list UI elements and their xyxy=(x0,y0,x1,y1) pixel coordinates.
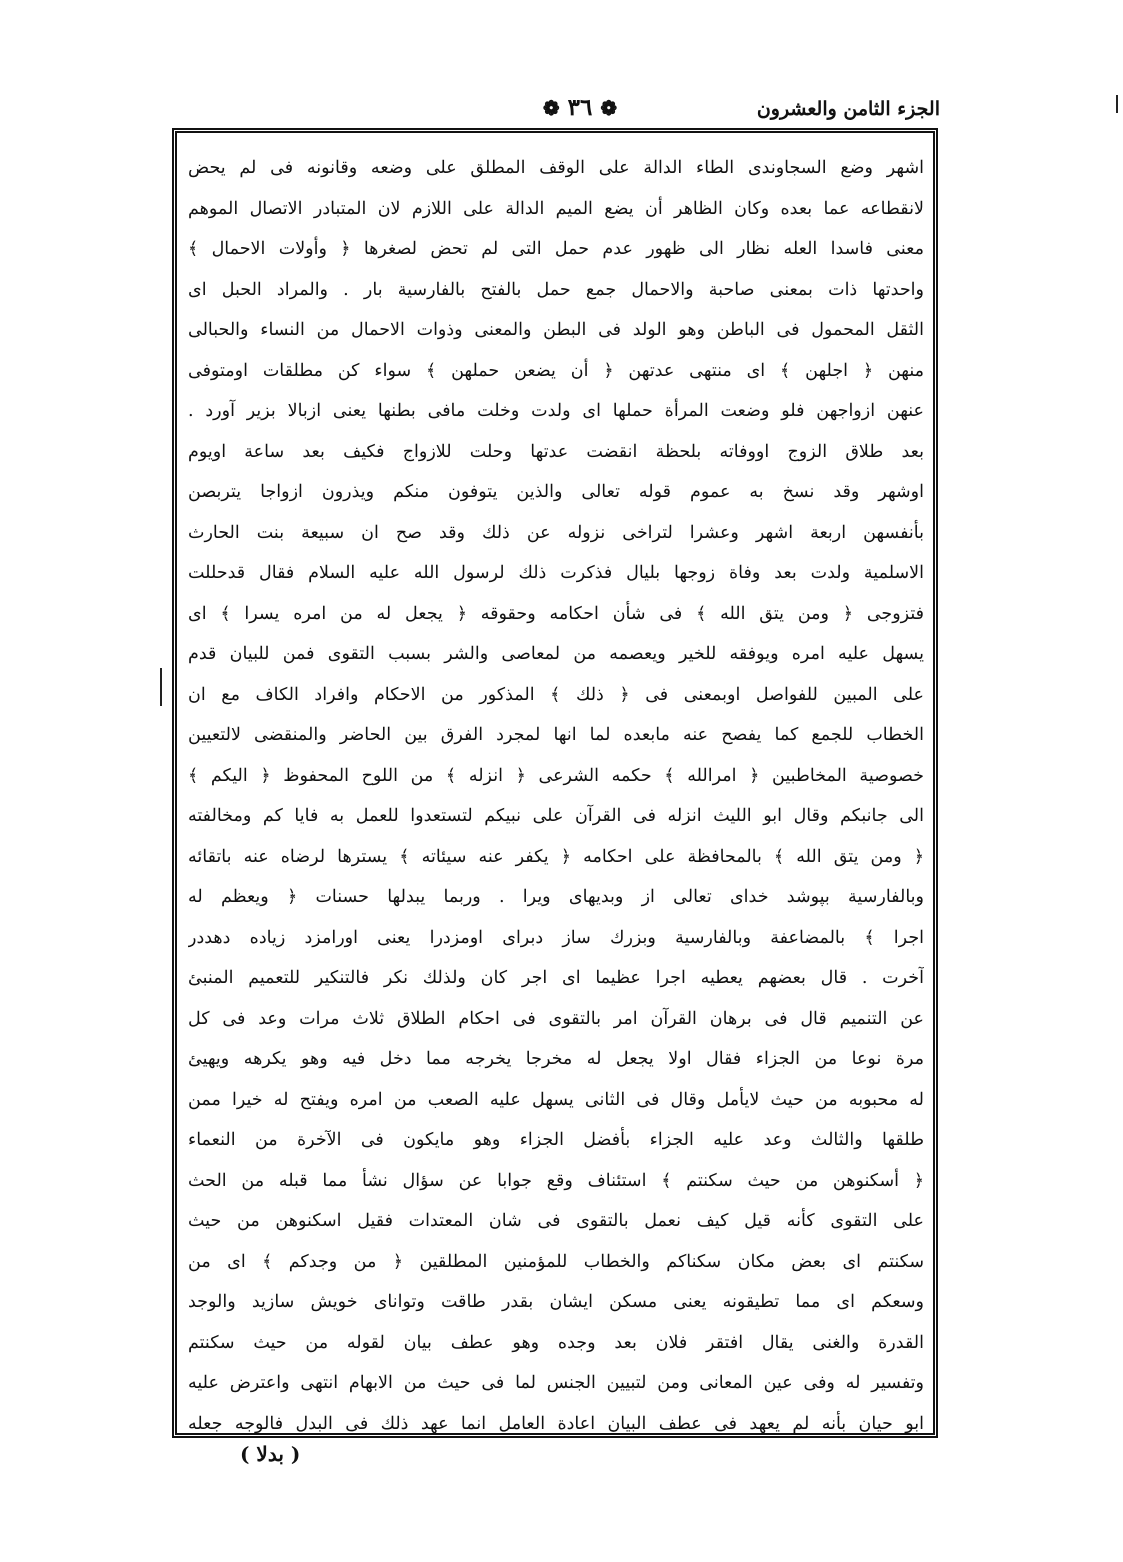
text-line: القدرة والغنى يقال افتقر فلان بعد وجده وهو عطف بيان لقوله من حيث سكنتم xyxy=(188,1332,924,1353)
ornament-left-icon: ❁ xyxy=(542,96,560,120)
text-line: اجرا ﴾ بالمضاعفة وبالفارسية وبزرك ساز دبراى اومزدرا يعنى اورامزد زياده دهددر xyxy=(188,927,924,948)
text-line: الثقل المحمول فى الباطن وهو الولد فى البطن والمعنى وذوات الاحمال من النساء والحبالى xyxy=(188,320,924,340)
text-line: وبالفارسية بپوشد خداى تعالى از وبديهاى ويرا . وربما يبدلها حسنات ﴿ ويعظم له xyxy=(188,887,924,907)
text-line: له محبوبه من حيث لايأمل وقال فى الثانى يسهل عليه الصعب من امره ويفتح له خيرا ممن xyxy=(188,1089,924,1110)
text-line: خصوصية المخاطبين ﴿ امرالله ﴾ حكمه الشرعى ﴿ انزله ﴾ من اللوح المحفوظ ﴿ اليكم ﴾ xyxy=(188,765,924,786)
text-line: لانقطاعه عما بعده وكان الظاهر أن يضع الميم الدالة على اللازم لان المتبادر الاتصال الموهم xyxy=(188,198,924,219)
text-line: على التقوى كأنه قيل كيف نعمل بالتقوى فى شان المعتدات فقيل اسكنوهن من حيث xyxy=(188,1211,924,1231)
page-number-group xyxy=(525,94,635,121)
page-number: ٣٦ xyxy=(567,94,593,121)
text-line: وتفسير له وفى عين المعانى ومن لتبيين الجنس لما فى حيث من الابهام انتهى واعترض عليه xyxy=(188,1373,924,1393)
text-line: على المبين للفواصل اوبمعنى فى ﴿ ذلك ﴾ المذكور من الاحكام وافراد الكاف مع ان xyxy=(188,684,924,705)
margin-mark xyxy=(160,668,162,706)
text-line: عن التنميم قال فى برهان القرآن امر بالتقوى فى احكام الطلاق ثلاث مرات وعد فى كل xyxy=(188,1008,924,1029)
text-line: بأنفسهن اربعة اشهر وعشرا لتراخى نزوله عن ذلك وقد صح ان سبيعة بنت الحارث xyxy=(188,522,924,543)
text-line: الاسلمية ولدت بعد وفاة زوجها بليال فذكرت ذلك لرسول الله عليه السلام فقال قدحللت xyxy=(188,563,924,583)
text-line: وسعكم اى مما تطيقونه يعنى مسكن ايشان بقدر طاقت وتواناى خويش سازيد والوجد xyxy=(188,1292,924,1312)
text-line: واحدتها ذات بمعنى صاحبة والاحمال جمع حمل بالفتح بالفارسية بار . والمراد الحبل اى xyxy=(188,279,924,300)
ornament-right-icon: ❁ xyxy=(600,96,618,120)
text-line: منهن ﴿ اجلهن ﴾ اى منتهى عدتهن ﴿ أن يضعن حملهن ﴾ سواء كن مطلقات اومتوفى xyxy=(188,360,924,381)
text-line: ﴿ أسكنوهن من حيث سكنتم ﴾ استئناف وقع جوابا عن سؤال نشأ مما قبله من الحث xyxy=(188,1170,924,1191)
text-line: طلقها والثالث وعد عليه الجزاء بأفضل الجزاء وهو مايكون فى الآخرة من النعماء xyxy=(188,1130,924,1150)
text-line: ابو حيان بأنه لم يعهد فى عطف البيان اعادة العامل انما عهد ذلك فى البدل فالوجه جعله xyxy=(188,1413,924,1434)
text-line: اشهر وضع السجاوندى الطاء الدالة على الوقف المطلق على وضعه وقانونه فى لم يحض xyxy=(188,158,924,178)
text-line: ﴿ ومن يتق الله ﴾ بالمحافظة على احكامه ﴿ يكفر عنه سيئاته ﴾ يسترها لرضاه عنه باتقائه xyxy=(188,846,924,867)
page-header xyxy=(170,92,940,132)
text-line: عنهن ازواجهن فلو وضعت المرأة حملها اى ولدت وخلت مافى بطنها يعنى ازبالا بزير آورد . xyxy=(188,401,924,421)
text-line: مرة نوعا من الجزاء فقال اولا يجعل له مخرجا يخرجه مما دخل فيه وهو يكرهه ويهيئ xyxy=(188,1049,924,1069)
text-line: الى جانبكم وقال ابو الليث انزله فى القرآن على نبيكم لتستعدوا للعمل به فايا كم ومخالفته xyxy=(188,806,924,826)
text-line: اوشهر وقد نسخ به عموم قوله تعالى والذين يتوفون منكم ويذرون ازواجا يتربصن xyxy=(188,482,924,502)
text-line: يسهل عليه امره ويوفقه للخير ويعصمه من لمعاصى والشر بسبب التقوى فمن للبيان قدم xyxy=(188,644,924,664)
margin-mark-right xyxy=(1116,95,1118,113)
text-line: الخطاب للجمع كما يفصح عنه مابعده لما انها لمجرد الفرق بين الحاضر والمنقضى لالتعيين xyxy=(188,725,924,745)
text-line: بعد طلاق الزوج اووفاته بلحظة انقضت عدتها وحلت للازواج فكيف بعد ساعة اويوم xyxy=(188,441,924,462)
text-line: معنى فاسدا العله نظار الى ظهور عدم حمل التى لم تحض لصغرها ﴿ وأولات الاحمال ﴾ xyxy=(188,239,924,259)
text-line: فتزوجى ﴿ ومن يتق الله ﴾ فى شأن احكامه وحقوقه ﴿ يجعل له من امره يسرا ﴾ اى xyxy=(188,603,924,624)
catchword: ( بدلا ) xyxy=(240,1442,301,1466)
running-title: الجزء الثامن والعشرون xyxy=(756,98,940,120)
text-line: سكنتم اى بعض مكان سكناكم والخطاب للمؤمنين المطلقين ﴿ من وجدكم ﴾ اى من xyxy=(188,1251,924,1272)
body-text xyxy=(188,148,924,1444)
text-line: آخرت . قال بعضهم يعطيه اجرا عظيما اى اجر كان ولذلك نكر فالتنكير للتعميم المنبئ xyxy=(188,968,924,988)
